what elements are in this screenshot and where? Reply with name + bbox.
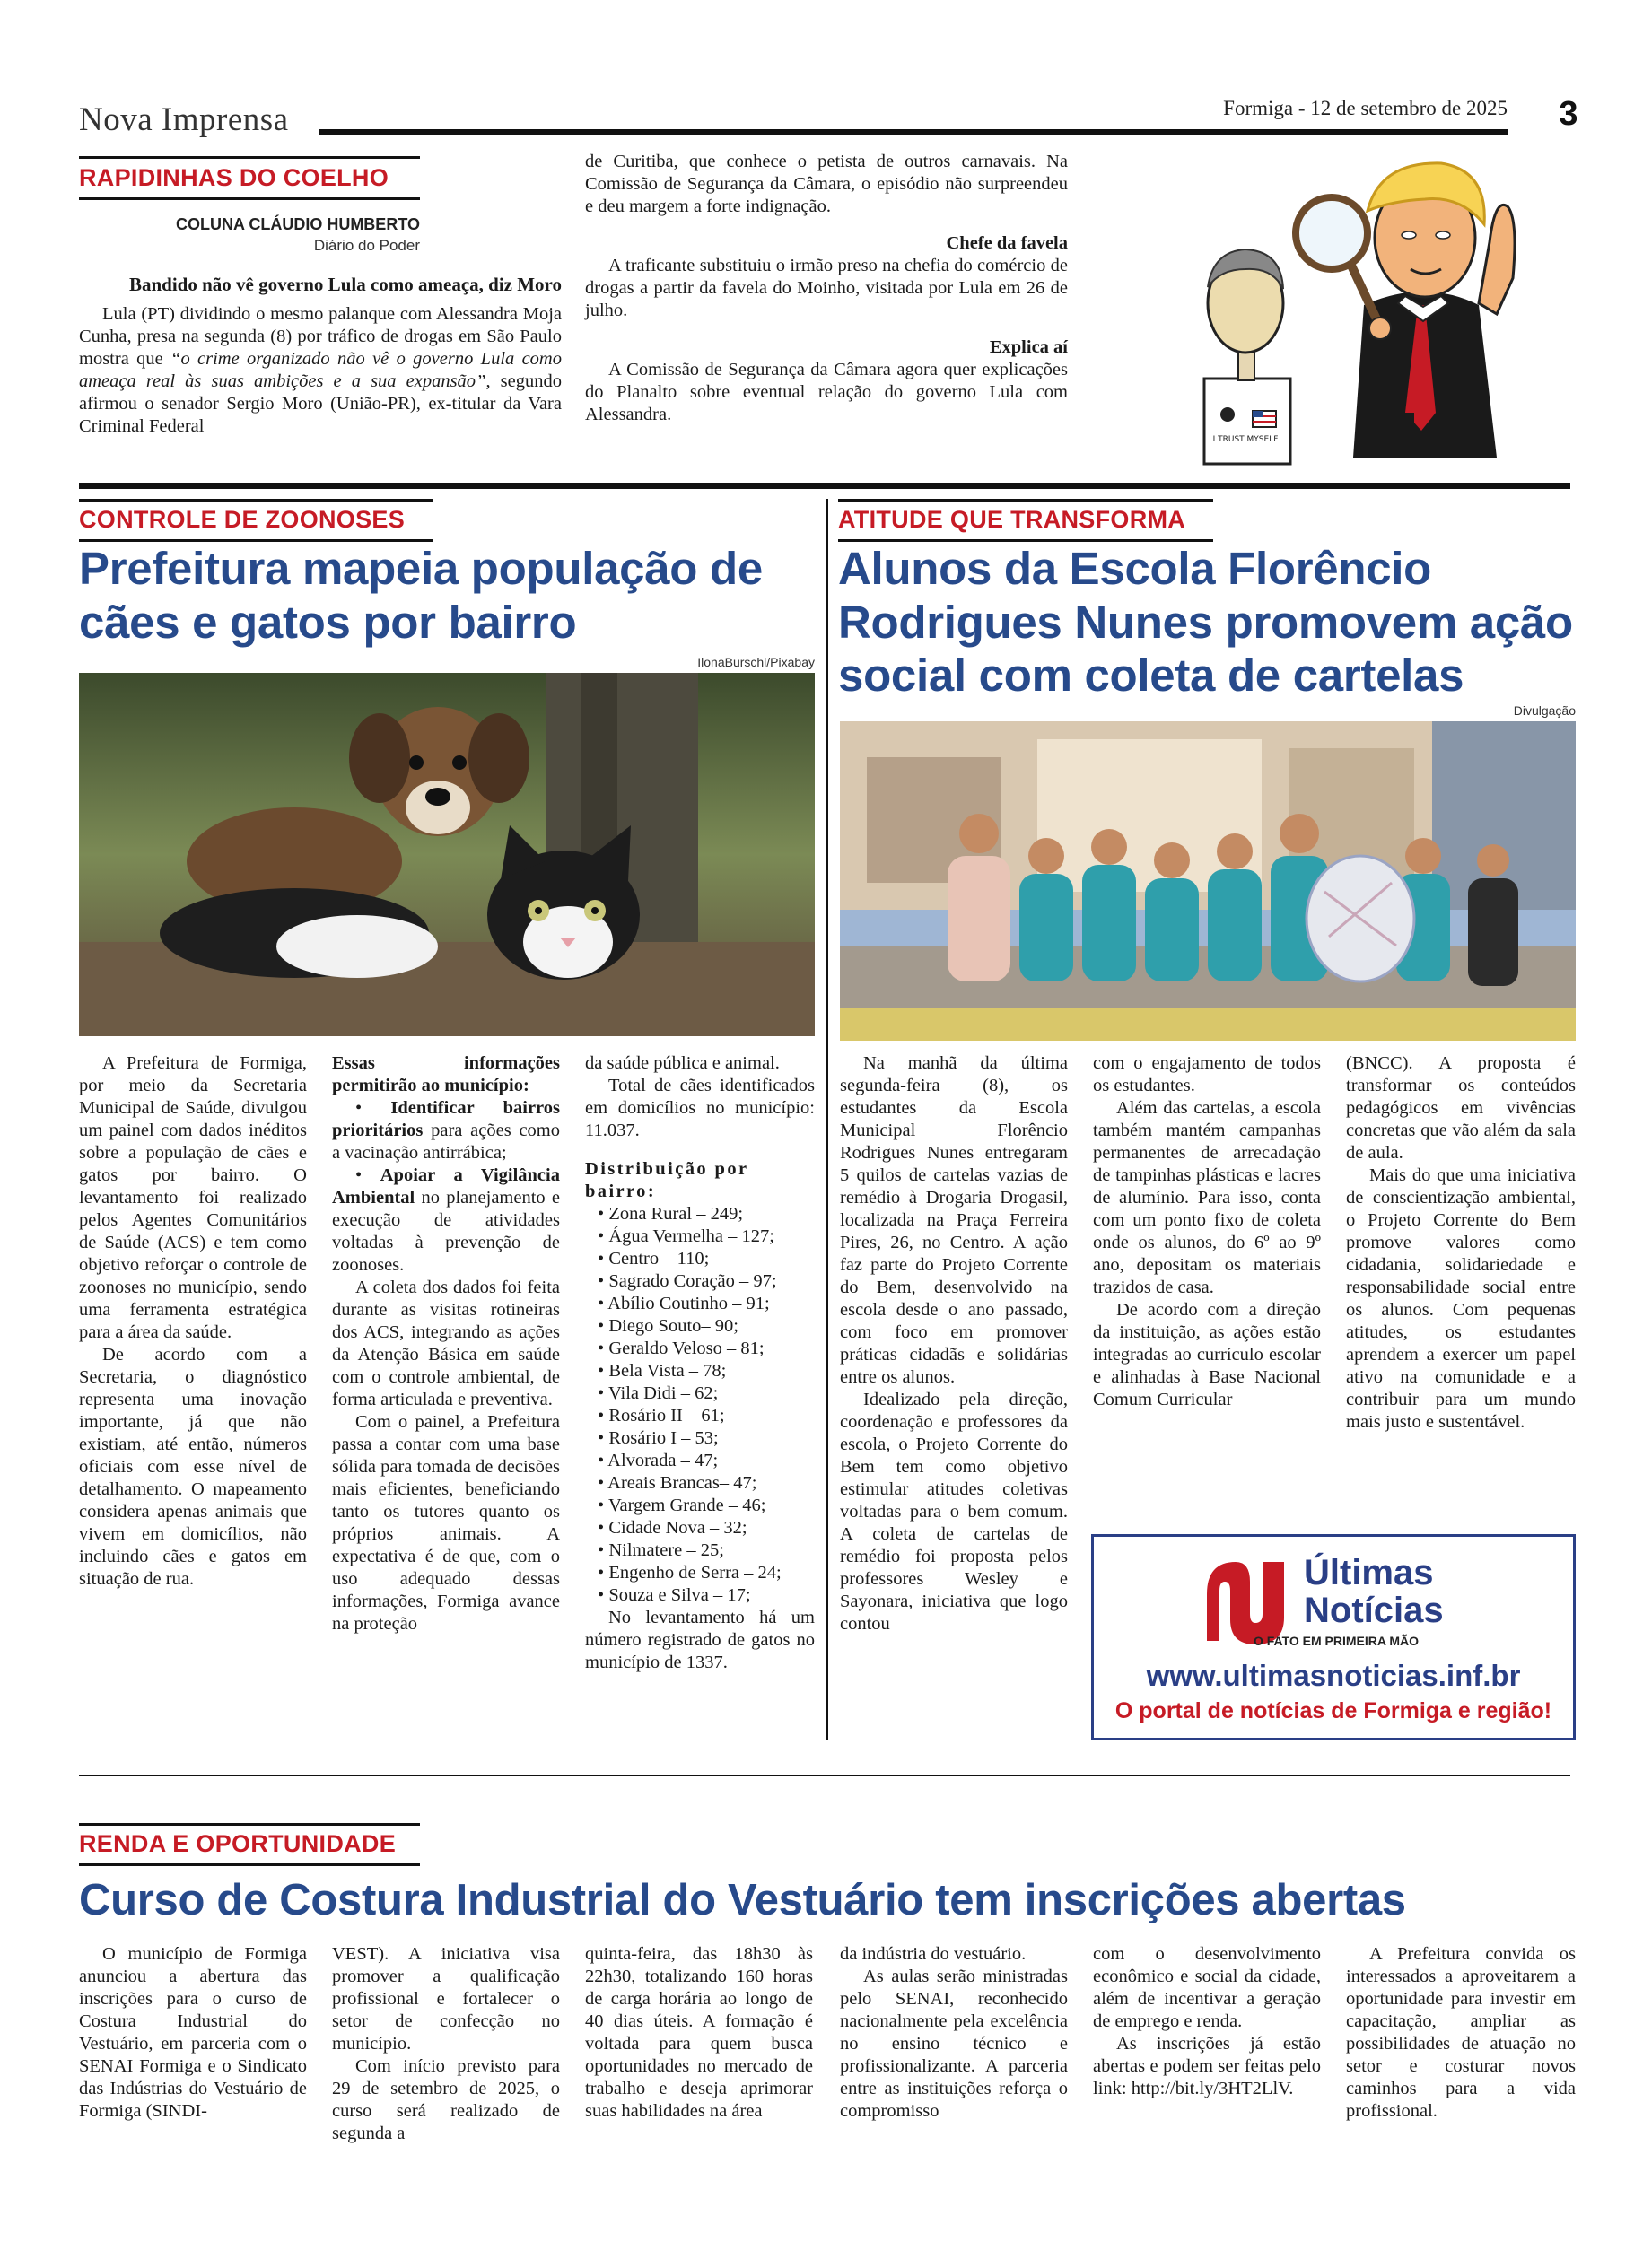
zoonoses-col3 [585, 1052, 815, 1674]
masthead-rule [319, 129, 1508, 135]
bairro-item: • Diego Souto– 90; [598, 1315, 815, 1338]
column-col1 [79, 273, 562, 438]
bairro-item: • Água Vermelha – 127; [598, 1226, 815, 1248]
cartoon-podium-text: I TRUST MYSELF [1212, 435, 1279, 444]
students-photo [840, 721, 1576, 1041]
escola-paragraph: De acordo com a direção da instituição, as ações estão integradas ao currículo escolar e alinhadas à Base Nacional Comum Curricular [1093, 1300, 1321, 1409]
costura-link-paragraph[interactable]: As inscrições já estão abertas e podem ser feitas pelo link: http://bit.ly/3HT2LlV. [1093, 2034, 1321, 2098]
ultimas-noticias-ad[interactable] [1091, 1534, 1576, 1740]
costura-headline: Curso de Costura Industrial do Vestuário tem inscrições abertas [79, 1876, 1406, 1924]
column-source: Diário do Poder [313, 237, 420, 254]
zoonoses-col1 [79, 1052, 307, 1591]
zoonoses-paragraph: A Prefeitura de Formiga, por meio da Secretaria Municipal de Saúde, divulgou um painel com dados inéditos sobre a população de cães e gatos por bairro. O levantamento foi realizado pelos Agentes Comunitários de Saúde (ACS) e tem como objetivo reforçar o controle de zoonoses no município, sendo uma ferramenta estratégica para a área da saúde. [79, 1053, 307, 1342]
costura-paragraph: As aulas serão ministradas pelo SENAI, reconhecido nacionalmente pela excelência no ensino técnico e profissionalizante. A parceria entre as instituições reforça o compromisso [840, 1967, 1068, 2121]
ad-url-link[interactable]: www.ultimasnoticias.inf.br [1146, 1659, 1521, 1692]
column-paragraph-2: A traficante substituiu o irmão preso na chefia do comércio de drogas a partir da favela do Moinho, visitada por Lula em 26 de julho. [585, 256, 1068, 320]
costura-col4 [840, 1943, 1068, 2123]
bairro-item: • Bela Vista – 78; [598, 1360, 815, 1383]
kicker-rule-top [838, 499, 1213, 502]
bairro-item: • Souza e Silva – 17; [598, 1584, 815, 1607]
zoonoses-paragraph: da saúde pública e animal. [585, 1053, 780, 1073]
escola-col1 [840, 1052, 1068, 1636]
story-divider [826, 499, 828, 1740]
zoonoses-paragraph: Com o painel, a Prefeitura passa a contar com uma base sólida para tomada de decisões mais eficientes, beneficiando tanto os tutores quanto os próprios animais. A expectativa é de que, com o uso adequado dessas informações, Formiga avance na proteção [332, 1412, 560, 1634]
bairro-item: • Centro – 110; [598, 1248, 815, 1270]
column-paragraph-1: Lula (PT) dividindo o mesmo palanque com Alessandra Moja Cunha, presa na segunda (8) por tráfico de drogas em São Paulo mostra que “o crime organizado não vê o governo Lula como ameaça real às suas ambições e a sua expansão”, segundo afirmou o senador Sergio Moro (União-PR), ex-titular da Vara Criminal Federal [79, 304, 563, 436]
zoonoses-distribution-title: Distribuição por bairro: [585, 1159, 749, 1201]
escola-paragraph: Na manhã da última segunda-feira (8), os estudantes da Escola Municipal Florêncio Rodrigues Nunes entregaram 5 quilos de cartelas vazias de remédio à Drogaria Drogasil, localizada na Praça Ferreira Pires, 26, no Centro. A ação faz parte do Projeto Corrente do Bem, desenvolvido na escola desde o ano passado, com foco em promover práticas cidadãs e solidárias entre os alunos. [840, 1053, 1068, 1387]
zoonoses-list-lead: Essas informações permitirão ao município: [332, 1053, 560, 1095]
zoonoses-bullet-2: • Apoiar a Vigilância Ambiental no planejamento e execução de atividades voltadas à prevenção de zoonoses. [332, 1165, 560, 1275]
zoonoses-bullet-1: • Identificar bairros prioritários para ações como a vacinação antirrábica; [332, 1098, 560, 1163]
escola-headline: Alunos da Escola Florêncio Rodrigues Nunes promovem ação social com coleta de cartelas [838, 543, 1573, 702]
zoonoses-col2 [332, 1052, 560, 1636]
costura-paragraph: A Prefeitura convida os interessados a aproveitarem a oportunidade para investir em capacitação, ampliar as possibilidades de atuação no setor e costurar novos caminhos para a vida profissional. [1346, 1944, 1576, 2121]
bairro-item: • Rosário II – 61; [598, 1405, 815, 1427]
zoonoses-kicker: CONTROLE DE ZOONOSES [79, 504, 433, 542]
bairro-list [585, 1203, 815, 1607]
bairro-item: • Geraldo Veloso – 81; [598, 1338, 815, 1360]
costura-paragraph: Com início previsto para 29 de setembro de 2025, o curso será realizado de segunda a [332, 2056, 560, 2143]
section-divider [79, 483, 1570, 489]
costura-paragraph: O município de Formiga anunciou a abertura das inscrições para o curso de Costura Industrial do Vestuário, em parceria com o SENAI Formiga e o Sindicato das Indústrias do Vestuário de Formiga (SINDI- [79, 1944, 307, 2121]
zoonoses-paragraph: A coleta dos dados foi feita durante as visitas rotineiras dos ACS, integrando as ações da Atenção Básica em saúde com o controle ambiental, de forma articulada e preventiva. [332, 1278, 560, 1409]
escola-col2 [1093, 1052, 1321, 1411]
bairro-item: • Rosário I – 53; [598, 1427, 815, 1450]
bairro-item: • Engenho de Serra – 24; [598, 1562, 815, 1584]
costura-paragraph: VEST). A iniciativa visa promover a qualificação profissional e fortalecer o setor de confecção no município. [332, 1944, 560, 2054]
column-paragraph-3: A Comissão de Segurança da Câmara agora quer explicações do Planalto sobre eventual relação do governo Lula com Alessandra. [585, 360, 1068, 424]
escola-paragraph: Mais do que uma iniciativa de conscientização ambiental, o Projeto Corrente do Bem promove valores como cidadania, solidariedade e responsabilidade social entre os alunos. Com pequenas atitudes, os estudantes aprendem a exercer um papel ativo na comunidade e a contribuir para um mundo mais justo e sustentável. [1346, 1165, 1576, 1432]
column-kicker: RAPIDINHAS DO COELHO [79, 162, 420, 200]
column-subhead-3: Explica aí [989, 337, 1068, 357]
column-subhead-2: Chefe da favela [946, 233, 1068, 253]
escola-paragraph: Além das cartelas, a escola também mantém campanhas permanentes de arrecadação de tampinhas plásticas e lacres de alumínio. Para isso, conta com um ponto fixo de coleta onde os alunos, do 6º ao 9º ano, depositam os materiais trazidos de casa. [1093, 1098, 1321, 1297]
ad-brand-line2: Notícias [1304, 1591, 1444, 1630]
costura-col3 [585, 1943, 813, 2123]
edition-date: Formiga - 12 de setembro de 2025 [1223, 97, 1508, 119]
column-headline: Bandido não vê governo Lula como ameaça, diz Moro [128, 274, 562, 295]
bairro-item: • Areais Brancas– 47; [598, 1472, 815, 1495]
bairro-item: • Abílio Coutinho – 91; [598, 1293, 815, 1315]
escola-kicker: ATITUDE QUE TRANSFORMA [838, 504, 1213, 542]
section-divider [79, 1775, 1570, 1776]
bairro-item: • Sagrado Coração – 97; [598, 1270, 815, 1293]
bairro-item: • Alvorada – 47; [598, 1450, 815, 1472]
kicker-rule-top [79, 499, 433, 502]
zoonoses-cats-total: No levantamento há um número registrado de gatos no município de 1337. [585, 1608, 815, 1672]
kicker-rule-top [79, 156, 420, 159]
zoonoses-photo-credit: IlonaBurschl/Pixabay [697, 655, 815, 669]
escola-paragraph: Idealizado pela direção, coordenação e professores da escola, o Projeto Corrente do Bem tem como objetivo estimular atitudes coletivas voltadas para o bem comum. A coleta de cartelas de remédio foi proposta pelos professores Wesley e Sayonara, iniciativa que logo contou [840, 1390, 1068, 1634]
costura-kicker: RENDA E OPORTUNIDADE [79, 1828, 420, 1866]
zoonoses-total-dogs: Total de cães identificados em domicílios no município: 11.037. [585, 1076, 815, 1140]
costura-paragraph: quinta-feira, das 18h30 às 22h30, totalizando 160 horas de carga horária ao longo de 40 dias úteis. A formação é voltada para quem busca oportunidades no mercado de trabalho e deseja aprimorar suas habilidades na área [585, 1944, 813, 2121]
costura-col6 [1346, 1943, 1576, 2123]
column-byline: COLUNA CLÁUDIO HUMBERTO [176, 215, 420, 233]
bairro-item: • Vargem Grande – 46; [598, 1495, 815, 1517]
costura-col5 [1093, 1943, 1321, 2100]
bairro-item: • Nilmatere – 25; [598, 1540, 815, 1562]
bairro-item: • Vila Didi – 62; [598, 1383, 815, 1405]
escola-col3 [1346, 1052, 1576, 1434]
kicker-rule-top [79, 1823, 420, 1826]
dog-cat-photo [79, 673, 815, 1036]
costura-col1 [79, 1943, 307, 2123]
column-col2 [585, 151, 1068, 426]
political-cartoon [1156, 144, 1558, 471]
escola-paragraph: com o engajamento de todos os estudantes. [1093, 1053, 1321, 1095]
costura-paragraph: com o desenvolvimento econômico e social da cidade, além de incentivar a geração de emprego e renda. [1093, 1944, 1321, 2031]
escola-paragraph: (BNCC). A proposta é transformar os conteúdos pedagógicos em vivências concretas que vão além da sala de aula. [1346, 1053, 1576, 1163]
page-number: 3 [1559, 95, 1578, 133]
costura-paragraph: da indústria do vestuário. [840, 1944, 1027, 1964]
zoonoses-headline: Prefeitura mapeia população de cães e gatos por bairro [79, 543, 763, 648]
paper-name: Nova Imprensa [79, 101, 289, 138]
bairro-item: • Cidade Nova – 32; [598, 1517, 815, 1540]
bairro-item: • Zona Rural – 249; [598, 1203, 815, 1226]
costura-col2 [332, 1943, 560, 2145]
ad-tagline: O FATO EM PRIMEIRA MÃO [1253, 1634, 1420, 1648]
column-paragraph-1-cont: de Curitiba, que conhece o petista de outros carnavais. Na Comissão de Segurança da Câmara, o episódio não surpreendeu e deu margem a forte indignação. [585, 152, 1068, 216]
ad-slogan: O portal de notícias de Formiga e região! [1114, 1698, 1552, 1723]
escola-photo-credit: Divulgação [1513, 703, 1576, 718]
ad-brand-line1: Últimas [1304, 1553, 1434, 1592]
zoonoses-paragraph: De acordo com a Secretaria, o diagnóstico representa uma inovação importante, já que não existiam, até então, números oficiais com esse nível de detalhamento. O mapeamento considera apenas animais que vivem em domicílios, não incluindo cães e gatos em situação de rua. [79, 1345, 307, 1589]
